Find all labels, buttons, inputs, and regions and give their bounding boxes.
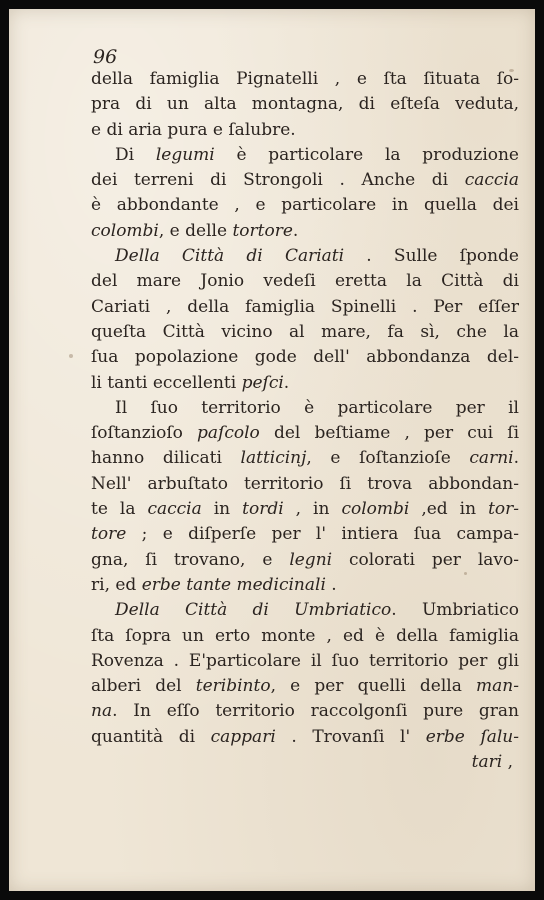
text-line: hanno dilicati latticinj, e ſoſtanzioſe carni. [91,448,519,469]
text-line: li tanti eccellenti peſci. [91,372,290,393]
text-line: dei terreni di Strongoli . Anche di caccia [91,170,519,191]
text-line: Della Città di Cariati . Sulle ſponde [115,246,519,267]
text-line: e di aria pura e ſalubre. [91,119,296,140]
text-line: Rovenza . E'particolare il ſuo territorio per gli [91,650,519,671]
page-text [91,47,519,775]
text-line: Il ſuo territorio è particolare per il [115,397,519,418]
text-line: te la caccia in tordi , in colombi ,ed in tor- [91,499,519,520]
text-line: tore ; e diſperſe per l' intiera ſua campa- [91,524,519,545]
text-line: ri, ed erbe tante medicinali . [91,574,337,595]
ink-blot [69,354,73,358]
text-line: na. In eſſo territorio raccolgonſi pure gran [91,701,519,722]
text-line: è abbondante , e particolare in quella dei [91,195,519,216]
page-number: 96 [93,46,118,68]
book-page [9,9,535,891]
text-line: del mare Jonio vedeſi eretta la Città di [91,271,519,292]
text-line: quantità di cappari . Trovanſi l' erbe ſalu- [91,726,520,747]
text-line: Della Città di Umbriatico. Umbriatico [115,600,519,621]
text-line: colombi, e delle tortore. [91,220,299,241]
text-line: ſua popolazione gode dell' abbondanza del- [91,347,519,368]
text-line: della famiglia Pignatelli , e ſta ſituata ſo- [91,69,519,89]
text-line: ſta ſopra un erto monte , ed è della famiglia [91,625,519,646]
text-line: Nell' arbuſtato territorio ſi trova abbondan- [91,473,519,494]
text-line: tari , [471,752,513,773]
text-line: alberi del teribinto, e per quelli della man- [91,676,519,697]
text-line: pra di un alta montagna, di eſteſa veduta, [91,94,519,115]
text-line: Di legumi è particolare la produzione [115,144,519,165]
text-lines [91,67,519,775]
text-line: Cariati , della famiglia Spinelli . Per eſſer [91,296,519,317]
text-line: gna, ſi trovano, e legni colorati per lavo- [91,549,519,570]
text-line: queſta Città vicino al mare, fa sì, che la [91,321,519,342]
text-line: ſoſtanzioſo paſcolo del beſtiame , per cui ſi [91,423,520,444]
